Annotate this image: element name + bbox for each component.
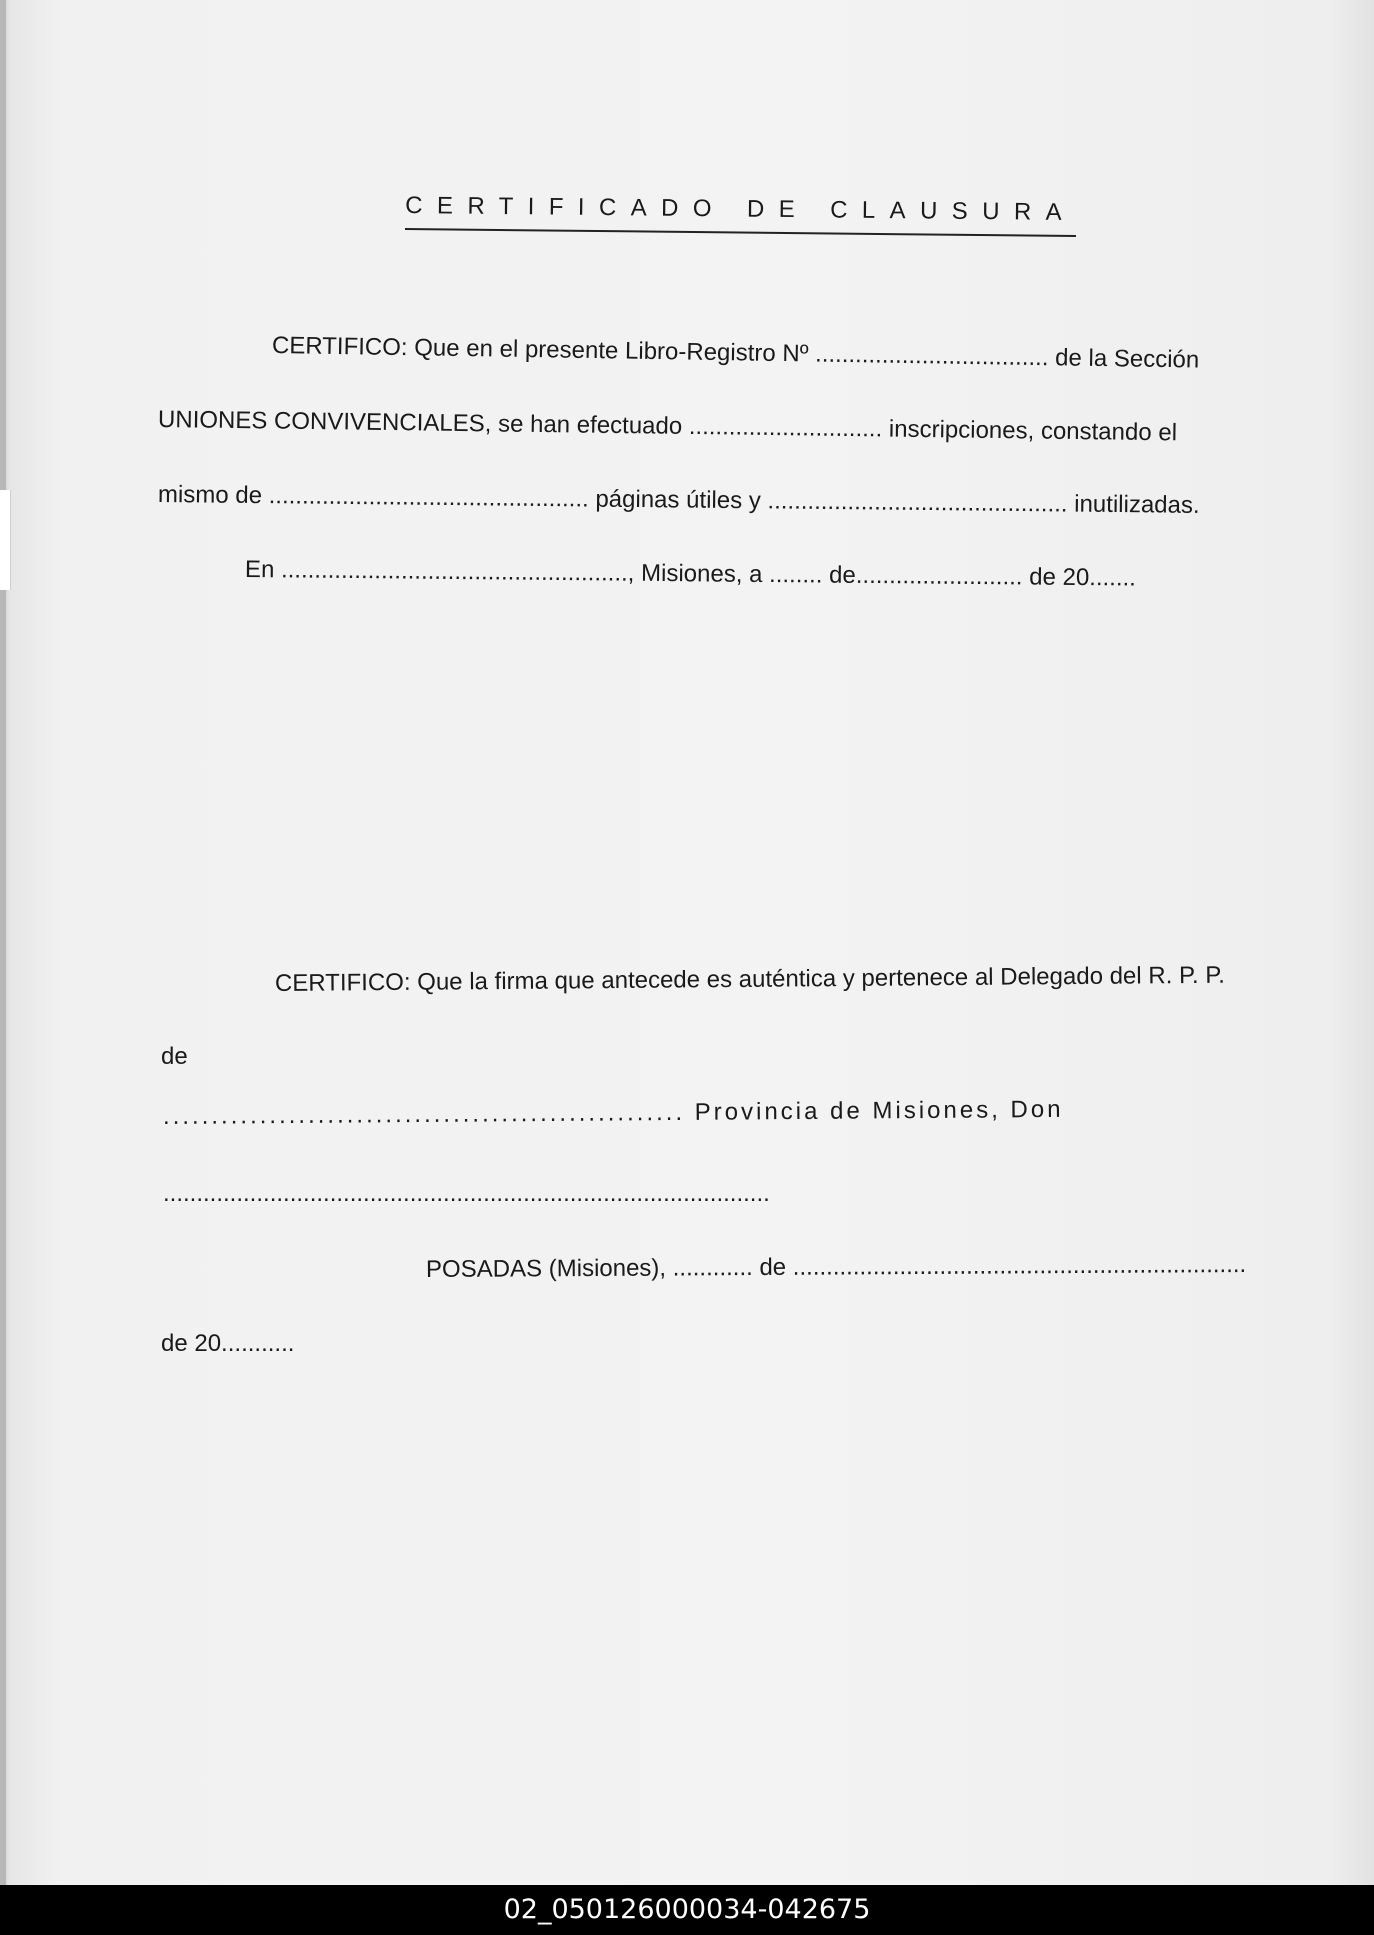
page-binding-edge xyxy=(0,0,6,1885)
certificate-title: CERTIFICADO DE CLAUSURA xyxy=(405,192,1076,237)
closure-line-1: CERTIFICO: Que en el presente Libro-Registro Nº ................................... de la Sección xyxy=(271,332,1200,374)
authentication-line-6: de 20........... xyxy=(161,1330,295,1357)
closure-line-3: mismo de ................................................ páginas útiles y ............................................. inutilizadas. xyxy=(157,481,1200,519)
authentication-line-2: de xyxy=(161,1043,188,1070)
authentication-line-5: POSADAS (Misiones), ............ de .................................................................... xyxy=(425,1250,1247,1283)
closure-line-4: En ...................................................., Misiones, a ........ de......................... de 20....... xyxy=(244,556,1137,592)
binding-highlight xyxy=(0,490,11,590)
authentication-line-1: CERTIFICO: Que la firma que antecede es auténtica y pertenece al Delegado del R. P. P. xyxy=(274,961,1225,997)
closure-line-2: UNIONES CONVIVENCIALES, se han efectuado ............................. inscripciones, constando el xyxy=(157,406,1178,447)
document-id-footer: 02_050126000034-042675 xyxy=(0,1885,1374,1935)
authentication-line-3: ...................................................... Provincia de Misiones, Don xyxy=(162,1095,1064,1130)
authentication-line-4: ........................................................................................... xyxy=(163,1180,770,1207)
